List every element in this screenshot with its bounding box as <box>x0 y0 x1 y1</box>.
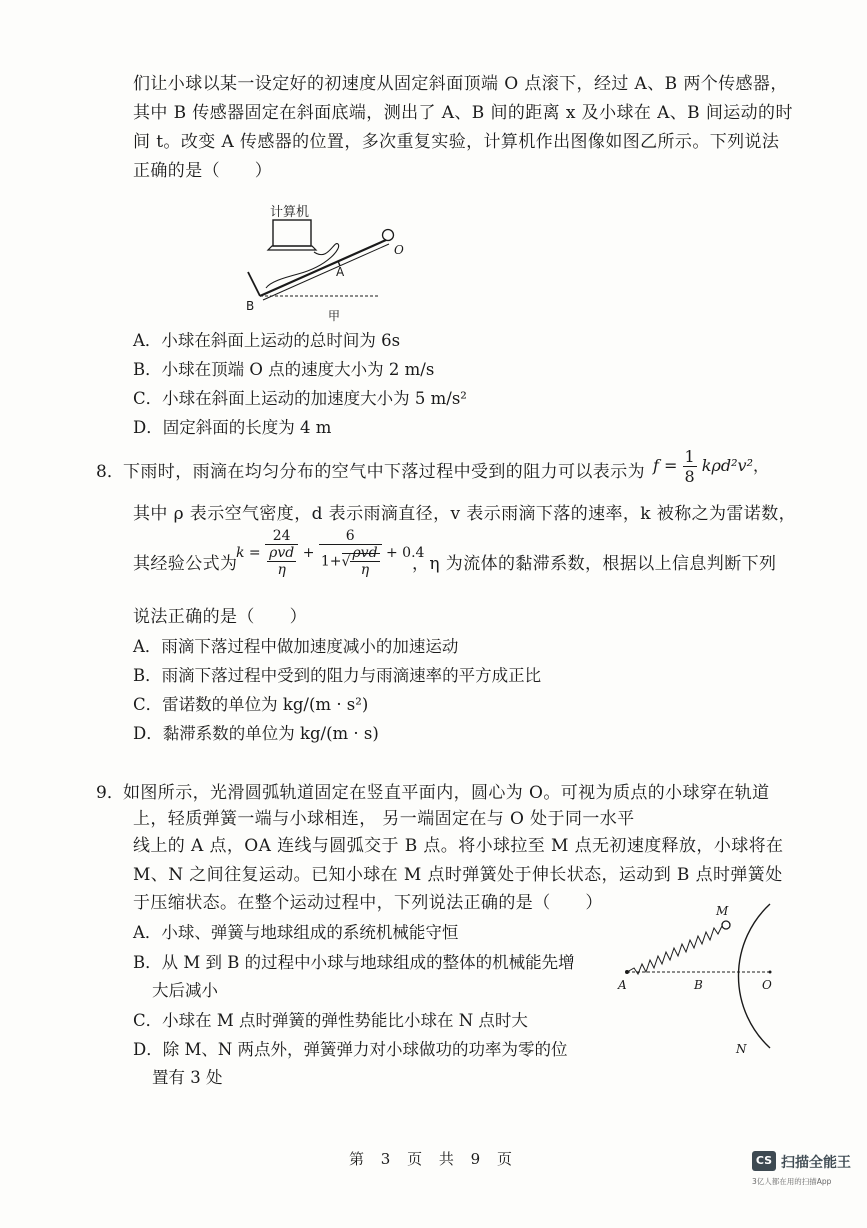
computer-monitor-icon <box>273 220 311 246</box>
q8-line-4: 说法正确的是（ ） <box>133 607 307 627</box>
q8-number: 8． <box>96 462 124 482</box>
q8-option-b: B．雨滴下落过程中受到的阻力与雨滴速率的平方成正比 <box>133 666 542 685</box>
ball-icon <box>722 921 730 929</box>
q9-line-5: 于压缩状态。在整个运动过程中，下列说法正确的是（ ） <box>133 893 603 913</box>
q8-formula-drag: f = $\frac{1}{8}$ kρd²v²， <box>653 447 770 486</box>
point-o <box>769 971 772 974</box>
spring-icon <box>627 926 722 974</box>
q9-option-d: D．除 M、N 两点外，弹簧弹力对小球做功的功率为零的位 <box>133 1040 568 1059</box>
q9-option-d-cont: 置有 3 处 <box>152 1068 223 1087</box>
label-o: O <box>762 978 772 992</box>
q8-option-d: D．黏滞系数的单位为 kg/(m · s) <box>133 724 379 743</box>
q7-line-3: 间 t。改变 A 传感器的位置，多次重复实验，计算机作出图像如图乙所示。下列说法 <box>133 132 780 152</box>
formula-tail: kρd²v² <box>701 456 754 475</box>
q7-figure-incline <box>238 200 418 325</box>
label-a: A <box>336 265 345 279</box>
q8-formula-reynolds: k = $\frac{24}{\frac{\text{ρvd}}{\eta}}$ + 6 1+√ $\frac{\text{ρvd}}{\eta}$ + 0.4 <box>236 528 425 578</box>
q9-option-b-cont: 大后减小 <box>152 981 218 1000</box>
camscanner-logo-icon: CS <box>752 1151 776 1171</box>
q7-option-c: C．小球在斜面上运动的加速度大小为 5 m/s² <box>133 389 467 408</box>
q7-option-a: A．小球在斜面上运动的总时间为 6s <box>133 331 401 350</box>
label-a: A <box>618 978 627 992</box>
q7-option-b: B．小球在顶端 O 点的速度大小为 2 m/s <box>133 360 435 379</box>
q9-option-c: C．小球在 M 点时弹簧的弹性势能比小球在 N 点时大 <box>133 1011 528 1030</box>
formula-lhs: f = <box>653 456 678 475</box>
incline-edge <box>263 244 389 300</box>
q8-line-1: 下雨时，雨滴在均匀分布的空气中下落过程中受到的阻力可以表示为 <box>123 462 645 482</box>
q9-line-4: M、N 之间往复运动。已知小球在 M 点时弹簧处于伸长状态，运动到 B 点时弹簧处 <box>133 865 783 885</box>
q9-line-3: 线上的 A 点，OA 连线与圆弧交于 B 点。将小球拉至 M 点无初速度释放，小球将在 <box>133 836 784 856</box>
q7-line-4: 正确的是（ ） <box>133 161 273 181</box>
q7-line-2: 其中 B 传感器固定在斜面底端，测出了 A、B 间的距离 x 及小球在 A、B 间运动的时 <box>133 103 793 123</box>
formula-fraction: $\frac{1}{8}$ <box>684 447 695 486</box>
q8-line-3-suffix: ，η 为流体的黏滞系数，根据以上信息判断下列 <box>412 554 777 574</box>
ball-icon <box>383 230 394 241</box>
q9-option-a: A．小球、弹簧与地球组成的系统机械能守恒 <box>133 923 459 942</box>
q7-option-d: D．固定斜面的长度为 4 m <box>133 418 332 437</box>
q9-line-2: 上，轻质弹簧一端与小球相连， 另一端固定在与 O 处于同一水平 <box>133 809 635 829</box>
incline-surface <box>260 240 386 296</box>
q8-line-2: 其中 ρ 表示空气密度，d 表示雨滴直径，v 表示雨滴下落的速率，k 被称之为雷诺数， <box>133 504 796 524</box>
q9-option-b: B．从 M 到 B 的过程中小球与地球组成的整体的机械能先增 <box>133 953 575 972</box>
q8-option-a: A．雨滴下落过程中做加速度减小的加速运动 <box>133 637 459 656</box>
label-b: B <box>694 978 703 992</box>
camscanner-title: 扫描全能王 <box>781 1155 851 1171</box>
q9-number: 9． <box>96 783 124 803</box>
q8-option-c: C．雷诺数的单位为 kg/(m · s²) <box>133 695 369 714</box>
sensor-b-post <box>248 272 260 296</box>
q9-figure-arc <box>612 898 787 1058</box>
circular-track <box>738 904 770 1048</box>
figure-caption: 甲 <box>328 309 341 323</box>
q8-line-3-prefix: 其经验公式为 <box>133 554 238 574</box>
label-n: N <box>736 1042 747 1056</box>
label-b: B <box>246 299 255 313</box>
q7-line-1: 们让小球以某一设定好的初速度从固定斜面顶端 O 点滚下，经过 A、B 两个传感器， <box>133 74 788 94</box>
camscanner-subtitle: 3亿人都在用的扫描App <box>752 1177 832 1186</box>
label-m: M <box>716 904 729 918</box>
computer-label: 计算机 <box>270 205 310 220</box>
label-o: O <box>394 243 404 257</box>
q9-line-1: 如图所示，光滑圆弧轨道固定在竖直平面内，圆心为 O。可视为质点的小球穿在轨道 <box>123 783 770 803</box>
page-footer: 第 3 页 共 9 页 <box>349 1150 518 1168</box>
